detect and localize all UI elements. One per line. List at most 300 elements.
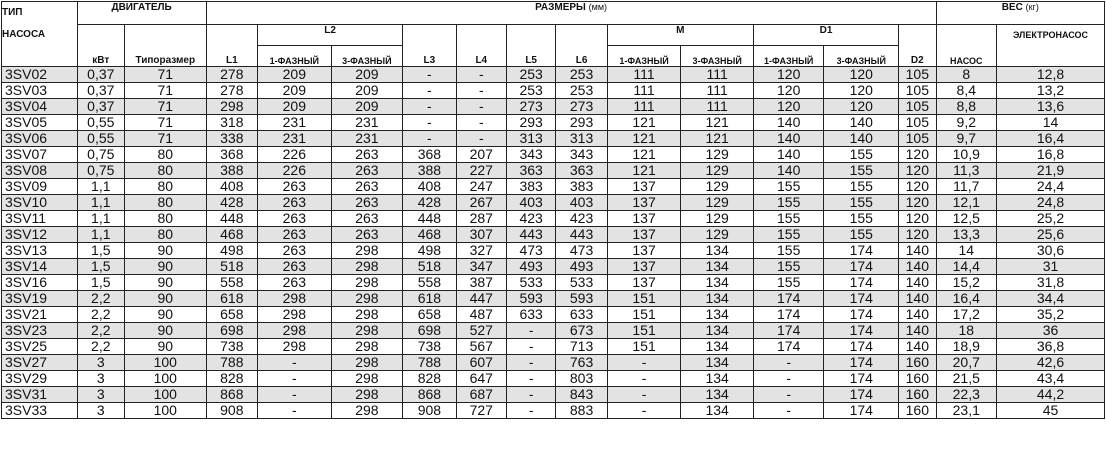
pump-weight-cell: 14 bbox=[936, 243, 996, 259]
pump-type-cell: 3SV31 bbox=[2, 387, 78, 403]
d1-three-phase-cell: 174 bbox=[824, 323, 899, 339]
m-three-phase-cell: 121 bbox=[681, 131, 754, 147]
pump-weight-cell: 13,3 bbox=[936, 227, 996, 243]
motor-header-label: ДВИГАТЕЛЬ bbox=[111, 2, 172, 13]
pump-weight-cell: 23,1 bbox=[936, 403, 996, 419]
l1-spacer bbox=[206, 25, 257, 46]
d1-single-phase-cell: 120 bbox=[753, 99, 824, 115]
m-single-phase-cell: 121 bbox=[607, 131, 681, 147]
electropump-weight-cell: 14 bbox=[997, 115, 1105, 131]
electropump-weight-cell: 21,9 bbox=[997, 163, 1105, 179]
electropump-weight-cell: 36 bbox=[997, 323, 1105, 339]
kw-cell: 2,2 bbox=[77, 307, 124, 323]
l5-cell: 293 bbox=[506, 115, 555, 131]
frame-cell: 90 bbox=[124, 275, 206, 291]
table-body bbox=[2, 67, 1105, 419]
m-single-phase-cell: 137 bbox=[607, 195, 681, 211]
l2-single-phase-cell: 263 bbox=[258, 275, 332, 291]
pump-type-cell: 3SV19 bbox=[2, 291, 78, 307]
l6-cell: 313 bbox=[556, 131, 607, 147]
d1-three-phase-cell: 140 bbox=[824, 115, 899, 131]
l2-single-phase-cell: 263 bbox=[258, 243, 332, 259]
d2-cell: 105 bbox=[899, 131, 936, 147]
table-row bbox=[2, 147, 1105, 163]
m-three-phase-cell: 134 bbox=[681, 307, 754, 323]
l6-cell: 273 bbox=[556, 99, 607, 115]
d2-cell: 105 bbox=[899, 67, 936, 83]
d1-three-phase-cell: 174 bbox=[824, 387, 899, 403]
m-three-phase-cell: 129 bbox=[681, 163, 754, 179]
pump-type-cell: 3SV08 bbox=[2, 163, 78, 179]
l5-cell: 343 bbox=[506, 147, 555, 163]
l1-cell: 388 bbox=[206, 163, 257, 179]
l4-cell: 527 bbox=[456, 323, 506, 339]
m-single-phase-cell: 121 bbox=[607, 147, 681, 163]
pump-weight-cell: 8,8 bbox=[936, 99, 996, 115]
electropump-weight-header: ЭЛЕКТРОНАСОС bbox=[997, 25, 1105, 46]
pump-type-cell: 3SV11 bbox=[2, 211, 78, 227]
dimensions-unit: (мм) bbox=[588, 2, 608, 12]
m-header: M bbox=[607, 25, 753, 46]
l6-cell: 493 bbox=[556, 259, 607, 275]
l1-cell: 338 bbox=[206, 131, 257, 147]
d1-single-phase-cell: 155 bbox=[753, 243, 824, 259]
l2-single-phase-cell: - bbox=[258, 387, 332, 403]
l2-single-phase-cell: 298 bbox=[258, 339, 332, 355]
frame-cell: 90 bbox=[124, 307, 206, 323]
d1-single-phase-cell: - bbox=[753, 403, 824, 419]
d2-cell: 140 bbox=[899, 339, 936, 355]
l6-cell: 713 bbox=[556, 339, 607, 355]
d1-single-phase-cell: 155 bbox=[753, 195, 824, 211]
l4-cell: - bbox=[456, 115, 506, 131]
pump-weight-cell: 8 bbox=[936, 67, 996, 83]
pump-type-cell: 3SV27 bbox=[2, 355, 78, 371]
l5-cell: 273 bbox=[506, 99, 555, 115]
m-three-phase-cell: 129 bbox=[681, 147, 754, 163]
pump-weight-spacer bbox=[936, 25, 996, 46]
l4-cell: 247 bbox=[456, 179, 506, 195]
m-three-phase-cell: 129 bbox=[681, 179, 754, 195]
kw-cell: 0,75 bbox=[77, 147, 124, 163]
l3-spacer bbox=[403, 25, 456, 46]
l2-single-phase-cell: - bbox=[258, 403, 332, 419]
l5-header: L5 bbox=[506, 46, 555, 67]
l1-cell: 428 bbox=[206, 195, 257, 211]
kw-cell: 0,37 bbox=[77, 99, 124, 115]
pump-type-line-1: ТИП bbox=[2, 7, 23, 18]
l5-cell: 253 bbox=[506, 83, 555, 99]
d1-three-phase-cell: 155 bbox=[824, 227, 899, 243]
l4-cell: 267 bbox=[456, 195, 506, 211]
d1-three-phase-cell: 174 bbox=[824, 403, 899, 419]
electropump-weight-cell: 31 bbox=[997, 259, 1105, 275]
d1-single-phase-cell: 155 bbox=[753, 259, 824, 275]
d1-three-phase-cell: 174 bbox=[824, 243, 899, 259]
d1-three-phase-cell: 155 bbox=[824, 211, 899, 227]
m-three-phase-cell: 111 bbox=[681, 67, 754, 83]
kw-cell: 1,5 bbox=[77, 259, 124, 275]
dimensions-label: РАЗМЕРЫ bbox=[535, 2, 586, 13]
d1-three-phase-cell: 174 bbox=[824, 291, 899, 307]
pump-weight-cell: 16,4 bbox=[936, 291, 996, 307]
pump-weight-cell: 21,5 bbox=[936, 371, 996, 387]
l3-cell: 908 bbox=[403, 403, 456, 419]
frame-spacer bbox=[124, 25, 206, 46]
l5-cell: 363 bbox=[506, 163, 555, 179]
m-three-phase-cell: 134 bbox=[681, 355, 754, 371]
d2-cell: 120 bbox=[899, 211, 936, 227]
d1-single-phase-cell: 155 bbox=[753, 211, 824, 227]
l3-cell: 368 bbox=[403, 147, 456, 163]
l6-cell: 673 bbox=[556, 323, 607, 339]
l6-cell: 253 bbox=[556, 67, 607, 83]
l4-cell: 647 bbox=[456, 371, 506, 387]
frame-cell: 100 bbox=[124, 371, 206, 387]
electropump-weight-cell: 43,4 bbox=[997, 371, 1105, 387]
l5-cell: 313 bbox=[506, 131, 555, 147]
l2-single-phase-cell: 231 bbox=[258, 115, 332, 131]
d2-cell: 105 bbox=[899, 115, 936, 131]
pump-weight-cell: 8,4 bbox=[936, 83, 996, 99]
l3-cell: - bbox=[403, 67, 456, 83]
pump-weight-cell: 10,9 bbox=[936, 147, 996, 163]
m-single-phase-cell: - bbox=[607, 355, 681, 371]
l3-cell: - bbox=[403, 115, 456, 131]
l1-cell: 558 bbox=[206, 275, 257, 291]
l3-cell: 658 bbox=[403, 307, 456, 323]
d2-cell: 140 bbox=[899, 259, 936, 275]
l3-cell: 448 bbox=[403, 211, 456, 227]
frame-cell: 90 bbox=[124, 291, 206, 307]
kw-cell: 3 bbox=[77, 355, 124, 371]
pump-weight-cell: 11,7 bbox=[936, 179, 996, 195]
electropump-weight-cell: 24,8 bbox=[997, 195, 1105, 211]
frame-cell: 90 bbox=[124, 339, 206, 355]
frame-cell: 80 bbox=[124, 147, 206, 163]
d1-three-phase-cell: 174 bbox=[824, 275, 899, 291]
l5-cell: 253 bbox=[506, 67, 555, 83]
d2-cell: 160 bbox=[899, 403, 936, 419]
table-row bbox=[2, 387, 1105, 403]
d1-three-phase-cell: 120 bbox=[824, 99, 899, 115]
pump-type-cell: 3SV29 bbox=[2, 371, 78, 387]
d1-single-phase-cell: 155 bbox=[753, 179, 824, 195]
l6-cell: 633 bbox=[556, 307, 607, 323]
l6-header: L6 bbox=[556, 46, 607, 67]
l3-cell: 558 bbox=[403, 275, 456, 291]
weight-header bbox=[936, 2, 1104, 25]
pump-weight-cell: 12,5 bbox=[936, 211, 996, 227]
l6-cell: 423 bbox=[556, 211, 607, 227]
l2-three-phase-cell: 209 bbox=[331, 99, 403, 115]
m-three-phase-cell: 134 bbox=[681, 243, 754, 259]
m-three-phase-cell: 134 bbox=[681, 387, 754, 403]
kw-cell: 3 bbox=[77, 387, 124, 403]
l5-cell: - bbox=[506, 387, 555, 403]
kw-spacer bbox=[77, 25, 124, 46]
m-single-phase-cell: 121 bbox=[607, 115, 681, 131]
d2-cell: 140 bbox=[899, 243, 936, 259]
d1-single-phase-cell: 174 bbox=[753, 291, 824, 307]
m-three-phase-cell: 129 bbox=[681, 211, 754, 227]
motor-header bbox=[77, 2, 206, 25]
m-three-phase-header: 3-ФАЗНЫЙ bbox=[681, 46, 754, 67]
l6-cell: 443 bbox=[556, 227, 607, 243]
pump-type-cell: 3SV05 bbox=[2, 115, 78, 131]
l4-cell: - bbox=[456, 131, 506, 147]
l5-cell: - bbox=[506, 323, 555, 339]
d2-cell: 105 bbox=[899, 99, 936, 115]
table-row bbox=[2, 115, 1105, 131]
frame-header: Типоразмер bbox=[124, 46, 206, 67]
l5-cell: - bbox=[506, 339, 555, 355]
l5-cell: 493 bbox=[506, 259, 555, 275]
table-row bbox=[2, 163, 1105, 179]
d2-cell: 105 bbox=[899, 83, 936, 99]
l1-cell: 738 bbox=[206, 339, 257, 355]
kw-cell: 1,1 bbox=[77, 179, 124, 195]
kw-cell: 0,37 bbox=[77, 67, 124, 83]
frame-cell: 80 bbox=[124, 195, 206, 211]
l3-cell: 388 bbox=[403, 163, 456, 179]
m-three-phase-cell: 121 bbox=[681, 115, 754, 131]
table-row bbox=[2, 403, 1105, 419]
pump-weight-cell: 22,3 bbox=[936, 387, 996, 403]
d1-single-phase-cell: 174 bbox=[753, 339, 824, 355]
pump-type-cell: 3SV13 bbox=[2, 243, 78, 259]
m-three-phase-cell: 129 bbox=[681, 195, 754, 211]
l6-cell: 763 bbox=[556, 355, 607, 371]
kw-cell: 2,2 bbox=[77, 339, 124, 355]
electropump-weight-cell: 30,6 bbox=[997, 243, 1105, 259]
pump-type-header bbox=[2, 2, 78, 67]
d2-spacer bbox=[899, 25, 936, 46]
l1-cell: 278 bbox=[206, 83, 257, 99]
l2-three-phase-cell: 298 bbox=[331, 307, 403, 323]
kw-cell: 1,5 bbox=[77, 275, 124, 291]
m-single-phase-cell: 137 bbox=[607, 243, 681, 259]
l4-cell: 227 bbox=[456, 163, 506, 179]
l4-cell: 487 bbox=[456, 307, 506, 323]
l2-three-phase-cell: 298 bbox=[331, 355, 403, 371]
l5-cell: - bbox=[506, 355, 555, 371]
kw-header: кВт bbox=[77, 46, 124, 67]
table-row bbox=[2, 211, 1105, 227]
l4-header: L4 bbox=[456, 46, 506, 67]
table-row bbox=[2, 355, 1105, 371]
table-row bbox=[2, 307, 1105, 323]
frame-cell: 71 bbox=[124, 99, 206, 115]
table-header bbox=[2, 2, 1105, 67]
table-row bbox=[2, 67, 1105, 83]
frame-cell: 100 bbox=[124, 403, 206, 419]
d2-cell: 140 bbox=[899, 307, 936, 323]
l5-cell: 633 bbox=[506, 307, 555, 323]
l2-three-phase-cell: 209 bbox=[331, 83, 403, 99]
l3-header: L3 bbox=[403, 46, 456, 67]
l2-three-phase-cell: 298 bbox=[331, 275, 403, 291]
d1-single-phase-cell: 140 bbox=[753, 131, 824, 147]
l5-cell: 443 bbox=[506, 227, 555, 243]
table-row bbox=[2, 291, 1105, 307]
l2-single-phase-cell: 298 bbox=[258, 291, 332, 307]
kw-cell: 0,55 bbox=[77, 115, 124, 131]
l5-spacer bbox=[506, 25, 555, 46]
pump-type-cell: 3SV25 bbox=[2, 339, 78, 355]
l1-cell: 468 bbox=[206, 227, 257, 243]
l4-cell: 567 bbox=[456, 339, 506, 355]
l2-three-phase-cell: 231 bbox=[331, 131, 403, 147]
l4-cell: 207 bbox=[456, 147, 506, 163]
l1-cell: 828 bbox=[206, 371, 257, 387]
d1-single-phase-cell: 174 bbox=[753, 323, 824, 339]
l2-single-phase-cell: 209 bbox=[258, 99, 332, 115]
l2-header: L2 bbox=[258, 25, 403, 46]
m-three-phase-cell: 111 bbox=[681, 83, 754, 99]
l3-cell: - bbox=[403, 83, 456, 99]
l2-single-phase-cell: 263 bbox=[258, 259, 332, 275]
pump-type-cell: 3SV09 bbox=[2, 179, 78, 195]
l6-cell: 593 bbox=[556, 291, 607, 307]
m-three-phase-cell: 134 bbox=[681, 403, 754, 419]
kw-cell: 1,5 bbox=[77, 243, 124, 259]
l2-single-phase-cell: 231 bbox=[258, 131, 332, 147]
l6-cell: 473 bbox=[556, 243, 607, 259]
d1-single-phase-cell: 140 bbox=[753, 147, 824, 163]
m-three-phase-cell: 129 bbox=[681, 227, 754, 243]
d2-cell: 120 bbox=[899, 163, 936, 179]
l3-cell: 428 bbox=[403, 195, 456, 211]
table-row bbox=[2, 179, 1105, 195]
electropump-weight-cell: 44,2 bbox=[997, 387, 1105, 403]
electropump-weight-cell: 13,2 bbox=[997, 83, 1105, 99]
d1-three-phase-header: 3-ФАЗНЫЙ bbox=[824, 46, 899, 67]
l5-cell: 383 bbox=[506, 179, 555, 195]
l5-cell: - bbox=[506, 371, 555, 387]
l5-cell: 403 bbox=[506, 195, 555, 211]
l2-three-phase-cell: 263 bbox=[331, 227, 403, 243]
pump-weight-cell: 18 bbox=[936, 323, 996, 339]
d2-cell: 140 bbox=[899, 291, 936, 307]
l6-cell: 403 bbox=[556, 195, 607, 211]
table-row bbox=[2, 259, 1105, 275]
l4-cell: 607 bbox=[456, 355, 506, 371]
electropump-weight-cell: 16,8 bbox=[997, 147, 1105, 163]
d1-single-phase-cell: 174 bbox=[753, 307, 824, 323]
l2-three-phase-cell: 298 bbox=[331, 371, 403, 387]
d2-cell: 120 bbox=[899, 147, 936, 163]
pump-type-cell: 3SV21 bbox=[2, 307, 78, 323]
l4-cell: 447 bbox=[456, 291, 506, 307]
l6-cell: 383 bbox=[556, 179, 607, 195]
l1-cell: 908 bbox=[206, 403, 257, 419]
d1-three-phase-cell: 120 bbox=[824, 83, 899, 99]
pump-weight-cell: 12,1 bbox=[936, 195, 996, 211]
l3-cell: 408 bbox=[403, 179, 456, 195]
l4-cell: 347 bbox=[456, 259, 506, 275]
frame-cell: 80 bbox=[124, 227, 206, 243]
l2-single-phase-cell: - bbox=[258, 371, 332, 387]
l3-cell: - bbox=[403, 131, 456, 147]
frame-cell: 71 bbox=[124, 67, 206, 83]
d2-cell: 160 bbox=[899, 355, 936, 371]
l2-three-phase-cell: 298 bbox=[331, 387, 403, 403]
kw-cell: 3 bbox=[77, 371, 124, 387]
l2-single-phase-cell: 263 bbox=[258, 195, 332, 211]
l4-spacer bbox=[456, 25, 506, 46]
d1-single-phase-cell: - bbox=[753, 371, 824, 387]
kw-cell: 1,1 bbox=[77, 195, 124, 211]
l4-cell: 287 bbox=[456, 211, 506, 227]
l2-single-phase-cell: 226 bbox=[258, 163, 332, 179]
electropump-spacer bbox=[997, 46, 1105, 67]
l2-three-phase-cell: 231 bbox=[331, 115, 403, 131]
pump-dimensions-table bbox=[1, 1, 1105, 419]
frame-cell: 90 bbox=[124, 259, 206, 275]
l1-cell: 658 bbox=[206, 307, 257, 323]
d1-header: D1 bbox=[753, 25, 898, 46]
l2-three-phase-cell: 298 bbox=[331, 339, 403, 355]
frame-cell: 71 bbox=[124, 83, 206, 99]
d2-cell: 140 bbox=[899, 275, 936, 291]
m-single-phase-cell: 151 bbox=[607, 339, 681, 355]
d1-three-phase-cell: 155 bbox=[824, 195, 899, 211]
d1-single-phase-cell: - bbox=[753, 387, 824, 403]
l2-three-phase-cell: 209 bbox=[331, 67, 403, 83]
l2-single-phase-cell: 209 bbox=[258, 83, 332, 99]
l1-cell: 518 bbox=[206, 259, 257, 275]
table-row bbox=[2, 83, 1105, 99]
d1-single-phase-cell: 155 bbox=[753, 275, 824, 291]
d1-single-phase-cell: 140 bbox=[753, 115, 824, 131]
l3-cell: 518 bbox=[403, 259, 456, 275]
kw-cell: 1,1 bbox=[77, 211, 124, 227]
m-single-phase-cell: 137 bbox=[607, 259, 681, 275]
pump-type-cell: 3SV23 bbox=[2, 323, 78, 339]
d1-three-phase-cell: 155 bbox=[824, 179, 899, 195]
pump-weight-cell: 14,4 bbox=[936, 259, 996, 275]
l2-single-phase-cell: 263 bbox=[258, 179, 332, 195]
l2-single-phase-cell: 263 bbox=[258, 227, 332, 243]
l1-cell: 408 bbox=[206, 179, 257, 195]
l3-cell: 738 bbox=[403, 339, 456, 355]
m-single-phase-header: 1-ФАЗНЫЙ bbox=[607, 46, 681, 67]
pump-type-cell: 3SV33 bbox=[2, 403, 78, 419]
table-row bbox=[2, 243, 1105, 259]
pump-weight-cell: 17,2 bbox=[936, 307, 996, 323]
l5-cell: 593 bbox=[506, 291, 555, 307]
l1-cell: 698 bbox=[206, 323, 257, 339]
m-single-phase-cell: 137 bbox=[607, 275, 681, 291]
d1-single-phase-cell: - bbox=[753, 355, 824, 371]
l4-cell: - bbox=[456, 67, 506, 83]
d2-cell: 120 bbox=[899, 179, 936, 195]
d2-cell: 120 bbox=[899, 195, 936, 211]
l2-three-phase-cell: 263 bbox=[331, 163, 403, 179]
pump-type-cell: 3SV02 bbox=[2, 67, 78, 83]
frame-cell: 90 bbox=[124, 243, 206, 259]
kw-cell: 1,1 bbox=[77, 227, 124, 243]
l3-cell: 618 bbox=[403, 291, 456, 307]
l6-cell: 293 bbox=[556, 115, 607, 131]
l2-three-phase-cell: 298 bbox=[331, 403, 403, 419]
l3-cell: 498 bbox=[403, 243, 456, 259]
l2-three-phase-cell: 298 bbox=[331, 243, 403, 259]
l1-cell: 278 bbox=[206, 67, 257, 83]
d2-cell: 160 bbox=[899, 371, 936, 387]
l4-cell: 727 bbox=[456, 403, 506, 419]
